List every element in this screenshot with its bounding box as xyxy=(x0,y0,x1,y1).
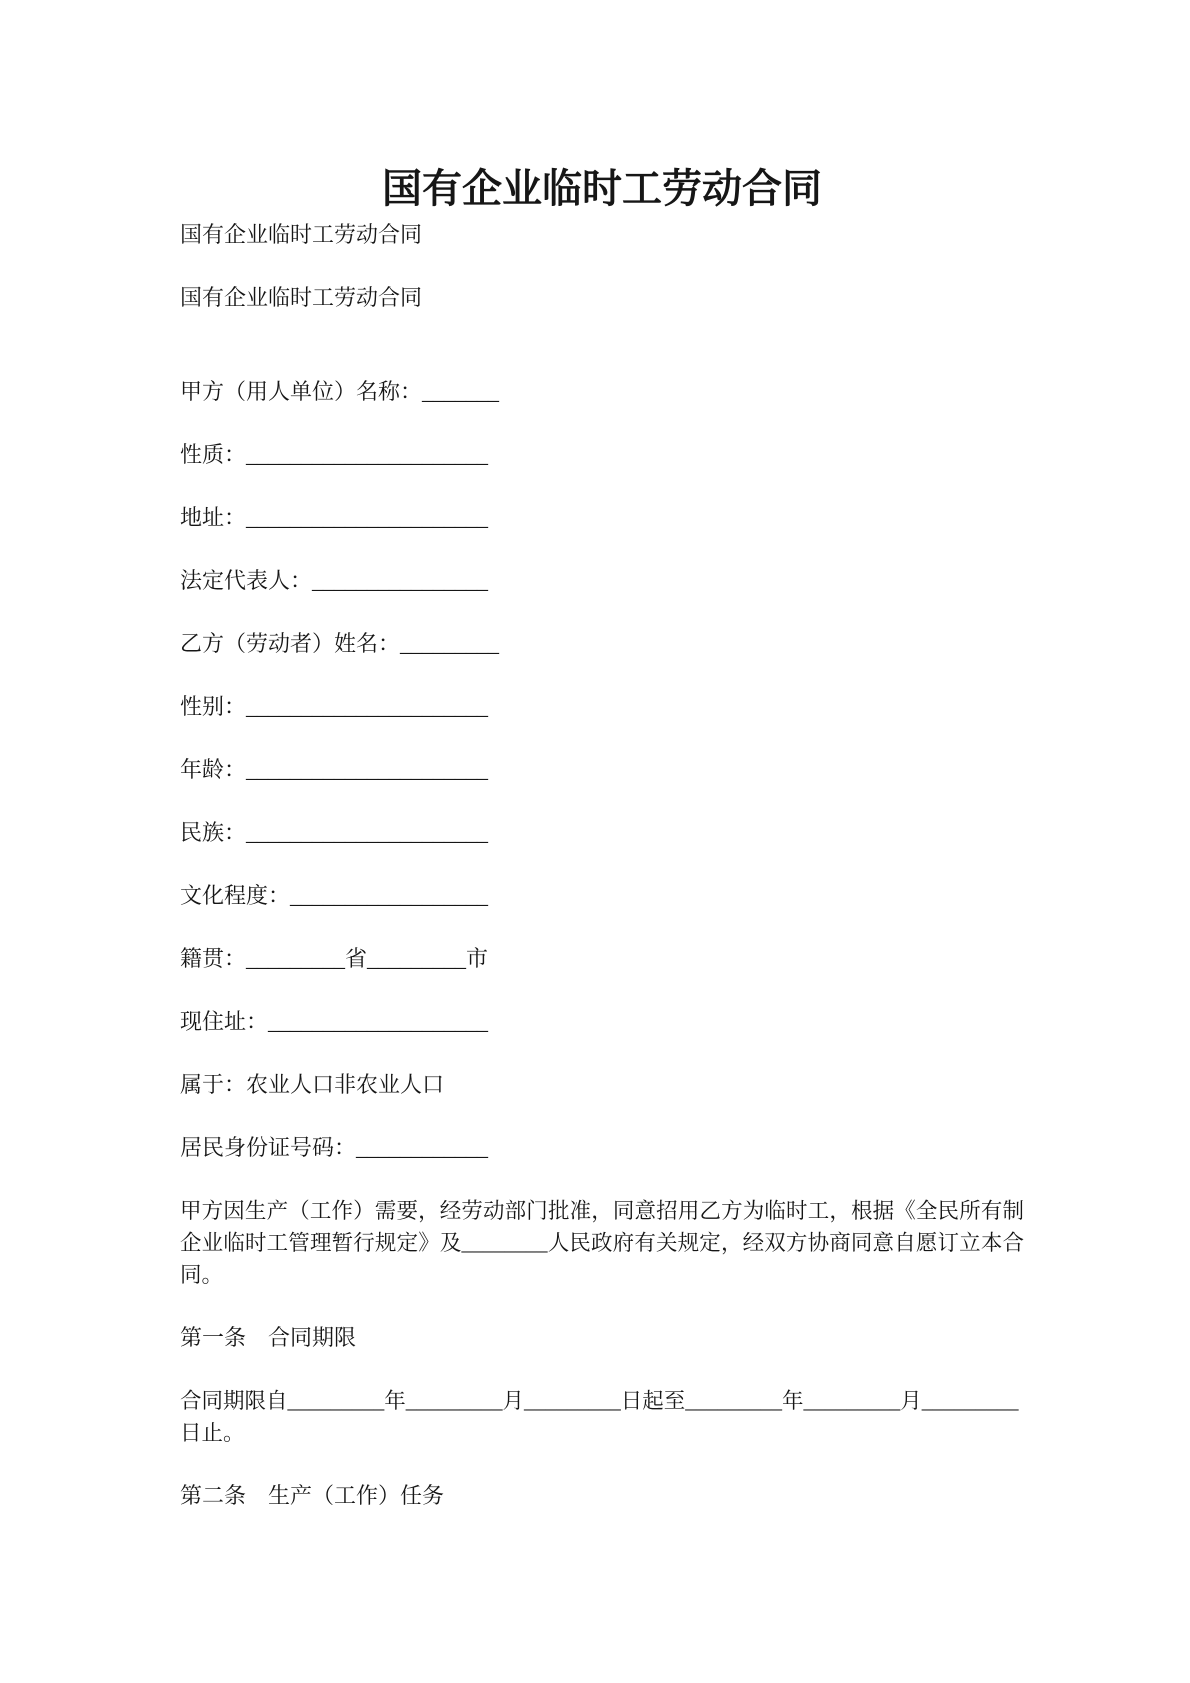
article-2-heading: 第二条 生产（工作）任务 xyxy=(180,1483,445,1508)
clause-line-3: 同。 xyxy=(180,1263,224,1287)
field-line-native-place: 籍贯：_________省_________市 xyxy=(180,946,489,971)
field-line-gender: 性别：______________________ xyxy=(180,694,489,719)
clause-line-1: 甲方因生产（工作）需要，经劳动部门批准，同意招用乙方为临时工，根据《全民所有制 xyxy=(180,1199,1024,1223)
clause-line-2: 企业临时工管理暂行规定》及________人民政府有关规定，经双方协商同意自愿订立本合 xyxy=(180,1231,1024,1255)
field-line-population-type: 属于：农业人口非农业人口 xyxy=(180,1072,445,1097)
field-line-employer-name: 甲方（用人单位）名称：_______ xyxy=(180,379,500,404)
field-line-nature: 性质：______________________ xyxy=(180,442,489,467)
article-1-term-paragraph xyxy=(180,1385,1024,1449)
field-line-legal-representative: 法定代表人：________________ xyxy=(180,568,489,593)
field-line-current-address: 现住址：____________________ xyxy=(180,1009,489,1034)
field-line-ethnicity: 民族：______________________ xyxy=(180,820,489,845)
term-line-1: 合同期限自_________年_________月_________日起至_________年_________月_________ xyxy=(180,1389,1019,1413)
field-line-education: 文化程度：__________________ xyxy=(180,883,489,908)
term-line-2: 日止。 xyxy=(180,1421,245,1445)
document-title: 国有企业临时工劳动合同 xyxy=(382,166,822,211)
field-line-employee-name: 乙方（劳动者）姓名：_________ xyxy=(180,631,500,656)
intro-line-1: 国有企业临时工劳动合同 xyxy=(180,222,423,247)
field-line-address: 地址：______________________ xyxy=(180,505,489,530)
field-line-id-number: 居民身份证号码：____________ xyxy=(180,1135,489,1160)
intro-line-2: 国有企业临时工劳动合同 xyxy=(180,285,423,310)
recruitment-clause-paragraph xyxy=(180,1195,1024,1291)
article-1-heading: 第一条 合同期限 xyxy=(180,1325,357,1350)
field-line-age: 年龄：______________________ xyxy=(180,757,489,782)
